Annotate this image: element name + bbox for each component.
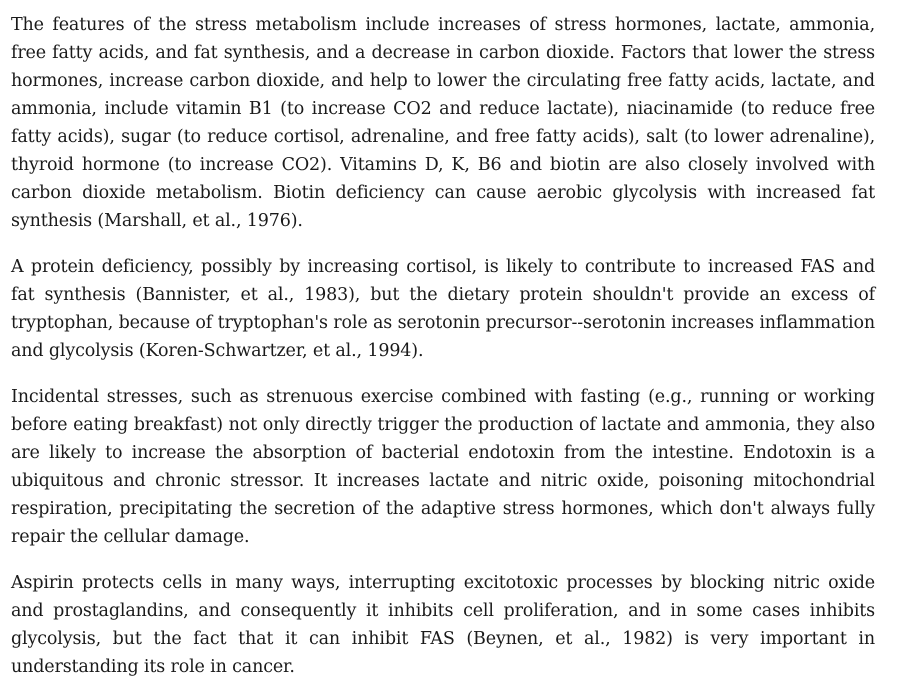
paragraph-aspirin: Aspirin protects cells in many ways, interrupting excitotoxic processes by blocking nitric oxide and prostaglandins, and consequently it inhibits cell proliferation, and in some cases inhibits glycolysis, but the fact that it can inhibit FAS (Beynen, et al., 1982) is very important in understanding its role in cancer.: [11, 573, 875, 677]
paragraph-protein-deficiency: A protein deficiency, possibly by increasing cortisol, is likely to contribute to increased FAS and fat synthesis (Bannister, et al., 1983), but the dietary protein shouldn't provide an excess of tryptophan, because of tryptophan's role as serotonin precursor--serotonin increases inflammation and glycolysis (Koren-Schwartzer, et al., 1994).: [11, 257, 875, 361]
paragraph-incidental-stresses: Incidental stresses, such as strenuous exercise combined with fasting (e.g., running or working before eating breakfast) not only directly trigger the production of lactate and ammonia, they also are likely to increase the absorption of bacterial endotoxin from the intestine. Endotoxin is a ubiquitous and chronic stressor. It increases lactate and nitric oxide, poisoning mitochondrial respiration, precipitating the secretion of the adaptive stress hormones, which don't always fully repair the cellular damage.: [11, 387, 875, 547]
paragraph-stress-metabolism: The features of the stress metabolism include increases of stress hormones, lactate, ammonia, free fatty acids, and fat synthesis, and a decrease in carbon dioxide. Factors that lower the stress hormones, increase carbon dioxide, and help to lower the circulating free fatty acids, lactate, and ammonia, include vitamin B1 (to increase CO2 and reduce lactate), niacinamide (to reduce free fatty acids), sugar (to reduce cortisol, adrenaline, and free fatty acids), salt (to lower adrenaline), thyroid hormone (to increase CO2). Vitamins D, K, B6 and biotin are also closely involved with carbon dioxide metabolism. Biotin deficiency can cause aerobic glycolysis with increased fat synthesis (Marshall, et al., 1976).: [11, 15, 875, 231]
